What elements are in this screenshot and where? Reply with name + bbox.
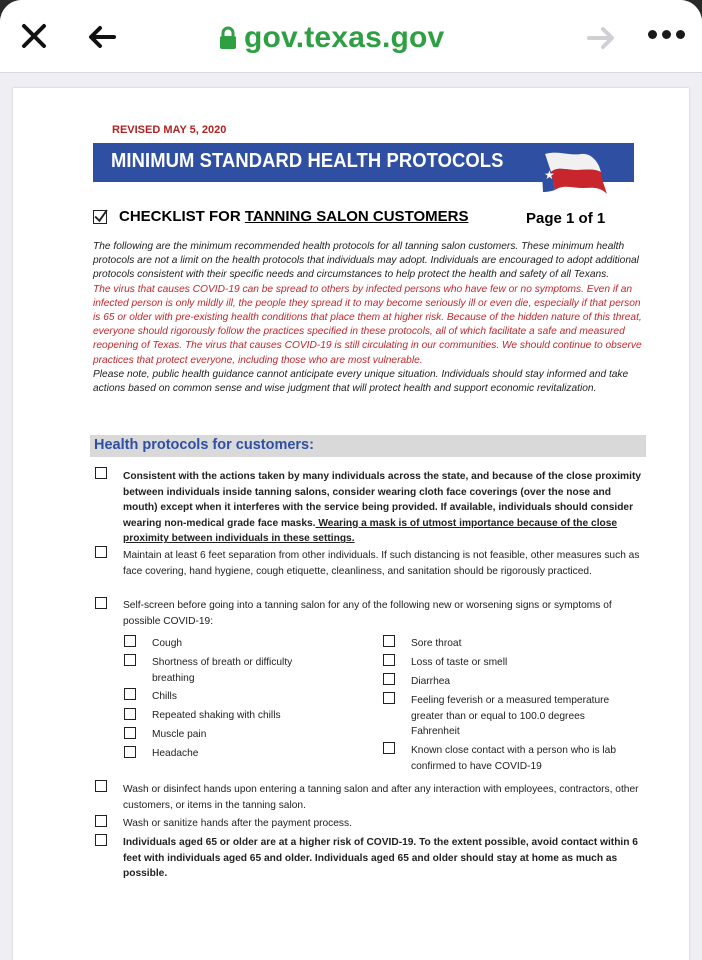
protocol-self-screen: Self-screen before going into a tanning salon for any of the following new or worsening signs or symptoms of possible COVID-19: <box>123 600 612 627</box>
symptom-muscle-pain: Muscle pain <box>152 729 207 740</box>
protocol-distancing: Maintain at least 6 feet separation from other individuals. If such distancing is not feasible, other measures such as face covering, hand hygiene, cough etiquette, cleanliness, and sanitation should be rigorously practiced. <box>123 550 640 577</box>
symptom-headache: Headache <box>152 748 199 759</box>
lock-icon <box>218 25 238 51</box>
symptom-fever: Feeling feverish or a measured temperature greater than or equal to 100.0 degrees Fahrenheit <box>411 695 610 738</box>
checkbox-shortness-of-breath[interactable] <box>124 654 136 666</box>
section-header <box>90 435 646 457</box>
checklist-title <box>93 208 468 225</box>
checkbox-muscle-pain[interactable] <box>124 727 136 739</box>
checkbox-face-coverings[interactable] <box>95 467 107 479</box>
svg-text:★: ★ <box>544 168 555 182</box>
forward-arrow-icon[interactable] <box>585 24 617 52</box>
checkbox-sore-throat[interactable] <box>383 635 395 647</box>
note-paragraph: Please note, public health guidance cannot anticipate every unique situation. Individuals should stay informed and take actions based on common sense and wise judgment that will protect health and support economic revitalization. <box>93 368 629 395</box>
checkbox-distancing[interactable] <box>95 546 107 558</box>
checklist-subject: TANNING SALON CUSTOMERS <box>244 208 469 225</box>
protocol-sanitize-payment: Wash or sanitize hands after the payment process. <box>123 818 352 829</box>
protocol-face-coverings: Consistent with the actions taken by many individuals across the state, and because of the close proximity between individuals inside tanning salons, consider wearing cloth face coverings (over the nose and mouth) except when it interferes with the service being provided. If available, individuals should consider wearing non-medical grade face masks. Wearing a mask is of utmost importance because of the close proximity between individuals in these settings. <box>123 471 642 545</box>
checkbox-diarrhea[interactable] <box>383 673 395 685</box>
checkbox-close-contact[interactable] <box>383 742 395 754</box>
checkbox-wash-hands-entering[interactable] <box>95 780 107 792</box>
checklist-prefix: CHECKLIST FOR <box>119 208 245 225</box>
url-text: gov.texas.gov <box>244 21 445 54</box>
url-bar[interactable] <box>218 18 444 58</box>
section-title: Health protocols for customers: <box>94 437 314 453</box>
checkbox-headache[interactable] <box>124 746 136 758</box>
checkbox-chills[interactable] <box>124 688 136 700</box>
checkbox-self-screen[interactable] <box>95 597 107 609</box>
checkbox-aged-65[interactable] <box>95 834 107 846</box>
covid-warning-paragraph: The virus that causes COVID-19 can be spread to others by infected persons who have few or no symptoms. Even if an infected person is only mildly ill, the people they spread it to may become seriously ill or even die, especially if that person is 65 or older with pre-existing health conditions that place them at higher risk. Because of the hidden nature of this threat, everyone should rigorously follow the practices specified in these protocols, all of which facilitate a safe and measured reopening of Texas. The virus that causes COVID-19 is still circulating in our communities. We should continue to observe practices that protect everyone, including those who are most vulnerable. <box>93 283 642 366</box>
symptom-diarrhea: Diarrhea <box>411 676 451 687</box>
intro-block <box>93 240 649 396</box>
protocol-wash-hands-entering: Wash or disinfect hands upon entering a tanning salon and after any interaction with employees, contractors, other customers, or items in the tanning salon. <box>123 784 639 811</box>
symptom-chills: Chills <box>152 691 177 702</box>
banner-title: MINIMUM STANDARD HEALTH PROTOCOLS <box>111 150 504 172</box>
intro-paragraph: The following are the minimum recommended health protocols for all tanning salon customers. These minimum health protocols are not a limit on the health protocols that individuals may adopt. Individuals are encouraged to adopt additional protocols consistent with their specific needs and circumstances to help protect the health and safety of all Texans. <box>93 241 639 281</box>
protocol-aged-65: Individuals aged 65 or older are at a higher risk of COVID-19. To the extent possible, avoid contact within 6 feet with individuals aged 65 and older. Individuals aged 65 and older should stay at home as much as possible. <box>123 837 638 880</box>
symptom-close-contact: Known close contact with a person who is lab confirmed to have COVID-19 <box>411 745 616 772</box>
symptom-repeated-shaking: Repeated shaking with chills <box>152 710 281 721</box>
checkbox-repeated-shaking[interactable] <box>124 708 136 720</box>
checkbox-sanitize-payment[interactable] <box>95 815 107 827</box>
checkbox-loss-of-taste[interactable] <box>383 654 395 666</box>
checkbox-fever[interactable] <box>383 692 395 704</box>
browser-toolbar <box>0 0 702 73</box>
more-icon[interactable] <box>648 30 688 42</box>
symptom-cough: Cough <box>152 638 183 649</box>
close-icon[interactable] <box>18 20 50 52</box>
checked-checkbox-icon <box>93 210 107 224</box>
symptom-sore-throat: Sore throat <box>411 638 462 649</box>
symptom-shortness-of-breath: Shortness of breath or difficulty breathing <box>152 657 293 684</box>
symptom-loss-of-taste: Loss of taste or smell <box>411 657 508 668</box>
checkbox-cough[interactable] <box>124 635 136 647</box>
revised-date: REVISED MAY 5, 2020 <box>112 124 227 136</box>
mask-emphasis: Wearing a mask is of utmost importance because of the close proximity between individuals in these settings. <box>123 517 618 545</box>
page-number: Page 1 of 1 <box>526 210 606 227</box>
back-arrow-icon[interactable] <box>86 22 118 52</box>
texas-flag-icon <box>537 148 609 198</box>
